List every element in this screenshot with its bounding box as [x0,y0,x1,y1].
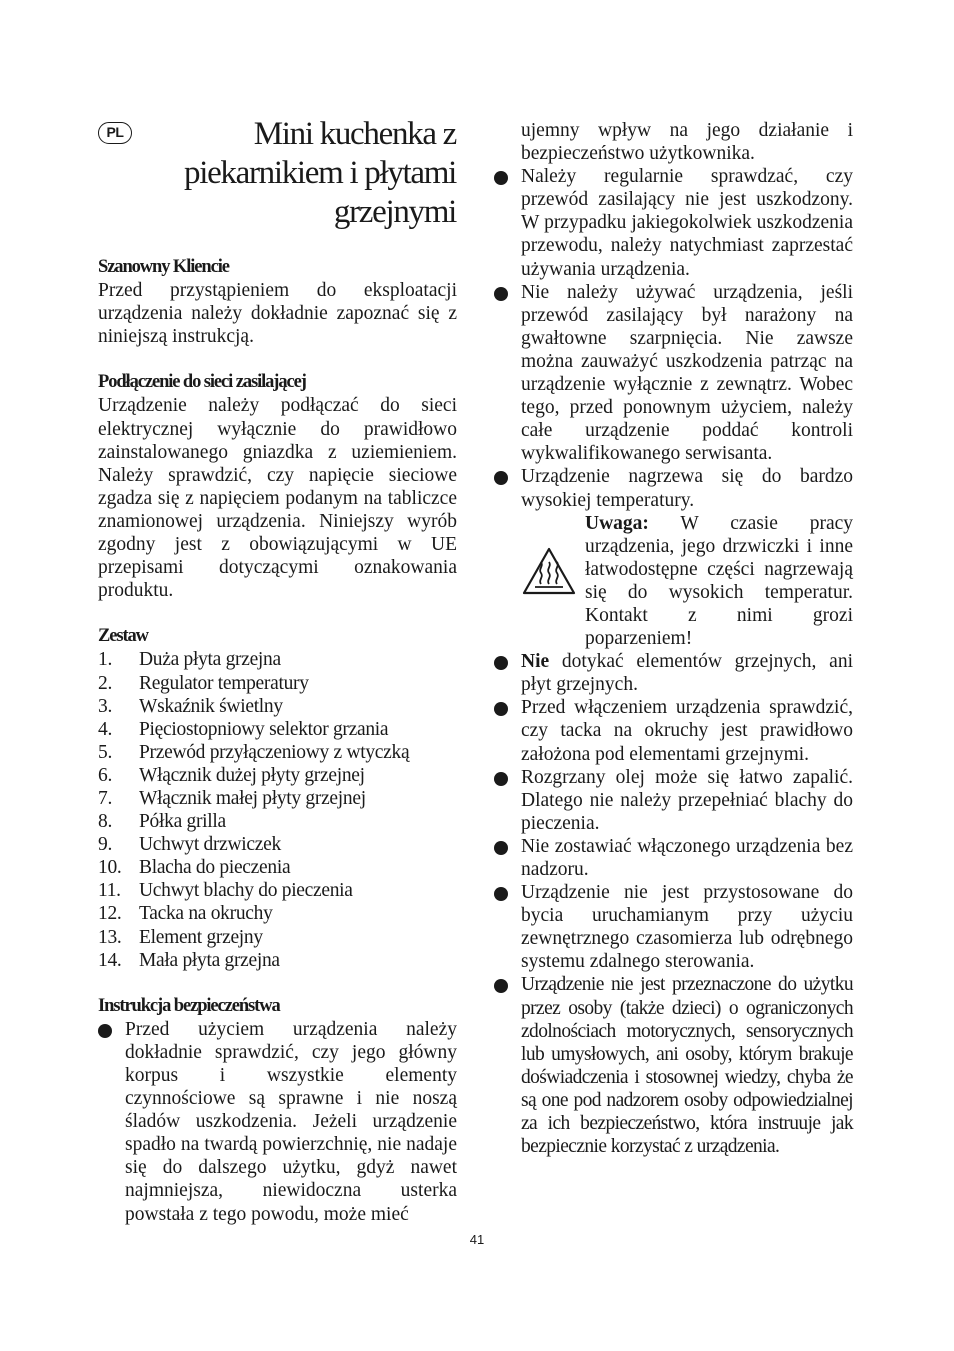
safety-text [521,650,853,696]
bullet-icon [494,287,508,301]
safety-item [494,766,853,835]
item-number: 2. [98,672,113,694]
list-item [98,764,457,787]
safety-text: Rozgrzany olej może się łatwo zapalić. Dlatego nie należy przepełniać blachy do pieczenia. [521,766,853,834]
warning-label: Uwaga: [585,512,649,534]
item-number: 11. [98,880,121,902]
right-column [494,119,853,1158]
item-number: 12. [98,903,122,925]
item-number: 9. [98,834,113,856]
safety-text: Urządzenie nie jest przystosowane do bycia uruchamianym przy użyciu zewnętrznego czasomierza lub odrębnego systemu zdalnego sterowania. [521,882,853,973]
left-column [98,256,457,1226]
item-number: 1. [98,649,113,671]
item-label: Blacha do pieczenia [139,857,291,879]
item-number: 4. [98,718,113,740]
list-item [98,833,457,856]
title-line: grzejnymi [333,194,456,230]
bullet-icon [494,772,508,786]
list-item [98,926,457,949]
section-heading-safety: Instrukcja bezpieczeństwa [98,995,280,1016]
emphasis-text: Nie [521,651,550,673]
hot-surface-icon [521,546,577,596]
list-item [98,648,457,671]
item-label: Włącznik dużej płyty grzejnej [139,764,365,786]
safety-text: Nie zostawiać włączonego urządzenia bez nadzoru. [521,835,853,880]
parts-list [98,648,457,971]
title-line: Mini kuchenka z [253,116,456,152]
safety-list-left [98,1018,457,1226]
bullet-icon [494,979,508,993]
safety-item [494,465,853,511]
list-item [98,949,457,972]
item-label: Uchwyt drzwiczek [139,834,281,856]
safety-item [494,881,853,973]
safety-text: Należy regularnie sprawdzać, czy przewód zasilający nie jest uszkodzony. W przypadku jakiegokolwiek uszkodzenia przewodu, należy natychmiast zaprzestać używania urządzenia. [521,166,853,280]
section-heading-power: Podłączenie do sieci zasilającej [98,372,306,393]
safety-item [494,973,853,1158]
bullet-icon [494,841,508,855]
safety-item [494,835,853,881]
item-label: Mała płyta grzejna [139,949,280,971]
bullet-icon [494,887,508,901]
list-item [98,879,457,902]
item-label: Wskaźnik świetlny [139,695,283,717]
list-item [98,810,457,833]
item-label: Półka grilla [139,811,226,833]
item-label: Element grzejny [139,926,263,948]
item-label: Tacka na okruchy [139,903,273,925]
bullet-icon [494,171,508,185]
safety-text: Nie należy używać urządzenia, jeśli przewód zasilający był narażony na gwałtowne szarpnięcia. Nie zawsze można zauważyć uszkodzenia patrząc na urządzenie wyłącznie z zewnątrz. Wobec tego, przed ponownym użyciem, należy całe urządzenie poddać kontroli wykwalifikowanego serwisanta. [521,281,853,465]
warning-text [585,512,853,651]
safety-item [494,696,853,765]
safety-item [494,165,853,280]
bullet-icon [494,702,508,716]
item-number: 13. [98,926,122,948]
safety-list-right-2 [494,650,853,1158]
item-label: Duża płyta grzejna [139,649,281,671]
bullet-icon [494,656,508,670]
safety-item [494,281,853,466]
list-item [98,718,457,741]
list-item [98,741,457,764]
list-item [98,787,457,810]
safety-text: Przed włączeniem urządzenia sprawdzić, czy tacka na okruchy jest prawidłowo założona pod elementami grzejnymi. [521,697,853,765]
item-number: 7. [98,787,113,809]
safety-item [494,650,853,696]
item-label: Uchwyt blachy do pieczenia [139,880,353,902]
item-number: 3. [98,695,113,717]
bullet-icon [98,1024,112,1038]
item-label: Regulator temperatury [139,672,309,694]
warning-body: W czasie pracy urządzenia, jego drzwiczki i inne łatwodostępne części nagrzewają się do wysokich temperatur. Kontakt z nimi grozi poparzeniem! [585,512,853,650]
safety-list-right [494,119,853,512]
safety-item [98,1018,457,1226]
safety-text: Urządzenie nie jest przeznaczone do użytku przez osoby (także dzieci) o ograniczonych zdolnościach motorycznych, sensorycznych lub umysłowych, ani osoby, którym brakuje doświadczenia i stosownej wiedzy, chyba że są one pod nadzorem osoby odpowiedzialnej za ich bezpieczeństwo, która instruuje jak bezpiecznie korzystać z urządzenia. [521,974,853,1158]
list-item [98,856,457,879]
greeting-text: Przed przystąpieniem do eksploatacji urządzenia należy dokładnie zapoznać się z niniejszą instrukcją. [98,280,457,348]
item-number: 14. [98,949,122,971]
list-item [98,902,457,925]
safety-text: Przed użyciem urządzenia należy dokładnie sprawdzić, czy jego główny korpus i wszystkie elementy czynnościowe są sprawne i nie noszą śladów uszkodzenia. Jeżeli urządzenie spadło na twardą powierzchnię, nie nadaje się do dalszego użytku, gdyż nawet najmniejsza, niewidoczna usterka powstała z tego powodu, może mieć [125,1018,457,1225]
page-number: 41 [469,1232,485,1247]
list-item [98,695,457,718]
section-heading-set: Zestaw [98,626,148,647]
page-title [150,115,456,232]
safety-item-continued [494,119,853,165]
item-number: 5. [98,741,113,763]
item-number: 8. [98,811,113,833]
section-heading-greeting: Szanowny Kliencie [98,257,229,277]
item-label: Pięciostopniowy selektor grzania [139,718,389,740]
title-line: piekarnikiem i płytami [184,155,456,191]
list-item [98,672,457,695]
power-text: Urządzenie należy podłączać do sieci elektrycznej wyłącznie do prawidłowo zainstalowanego gniazdka z uziemieniem. Należy sprawdzić, czy napięcie sieciowe zgadza się z napięciem podanym na tabliczce znamionowej urządzenia. Niniejszy wyrób zgodny jest z obowiązującymi w UE przepisami dotyczącymi oznakowania produktu. [98,395,457,602]
safety-text: Urządzenie nagrzewa się do bardzo wysokiej temperatury. [521,466,853,511]
item-number: 6. [98,764,113,786]
bullet-icon [494,471,508,485]
safety-text: ujemny wpływ na jego działanie i bezpieczeństwo użytkownika. [521,120,853,165]
item-number: 10. [98,857,122,879]
language-badge: PL [98,122,132,144]
safety-text-body: dotykać elementów grzejnych, ani płyt grzejnych. [521,651,853,696]
item-label: Włącznik małej płyty grzejnej [139,787,366,809]
warning-box [494,512,853,651]
item-label: Przewód przyłączeniowy z wtyczką [139,741,410,763]
